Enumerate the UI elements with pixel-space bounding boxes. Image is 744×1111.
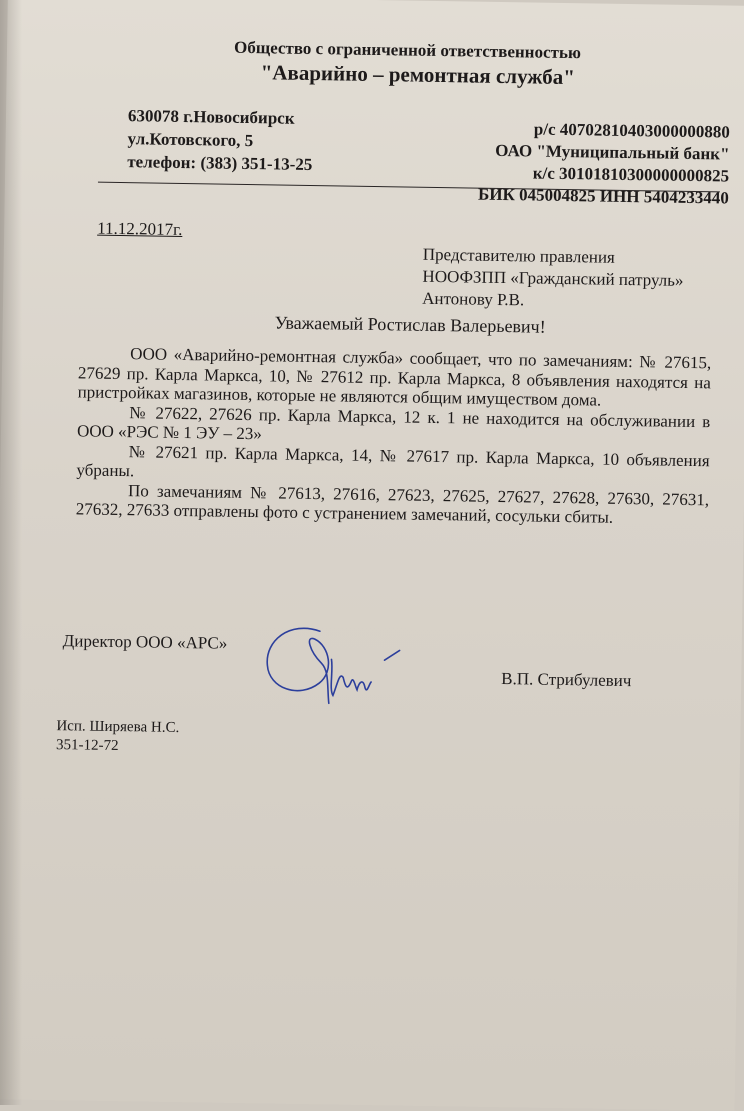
org-name-line1: Общество с ограниченной ответственностью: [233, 37, 582, 63]
org-address: [127, 104, 313, 176]
address-phone: телефон: (383) 351-13-25: [127, 152, 313, 175]
letter-body: [76, 343, 712, 528]
address-city: 630078 г.Новосибирск: [127, 106, 295, 128]
executor-name: Исп. Ширяева Н.С.: [56, 718, 180, 736]
signature-stroke-flick: [384, 650, 399, 660]
signature-stroke-text: [331, 659, 372, 696]
signatory-name: В.П. Стрибулевич: [501, 669, 632, 691]
bank-bik-inn: БИК 045004825 ИНН 5404233440: [477, 184, 729, 208]
bank-name: ОАО "Муниципальный банк": [495, 140, 730, 164]
executor-phone: 351-12-72: [55, 737, 119, 755]
address-street: ул.Котовского, 5: [127, 129, 254, 151]
body-paragraph-3: № 27621 пр. Карла Маркса, 14, № 27617 пр. Карла Маркса, 10 объявления убраны.: [76, 441, 710, 481]
addressee-line2: НООФЗПП «Гражданский патруль»: [422, 266, 684, 290]
photo-edge-shadow: [0, 0, 22, 1105]
addressee-line1: Представителю правления: [422, 244, 615, 267]
body-paragraph-2: № 27622, 27626 пр. Карла Маркса, 12 к. 1 не находится на обслуживании в ООО «РЭС № 1 ЭУ – 23»: [76, 402, 711, 444]
org-name-line2: "Аварийно – ремонтная служба": [260, 60, 576, 90]
bank-corr-account: к/с 30101810300000000825: [532, 163, 730, 186]
body-paragraph-1: ООО «Аварийно-ремонтная служба» сообщает, что по замечаниям: № 27615, 27629 пр. Карла Маркса, 10, № 27612 пр. Карла Маркса, 8 объявления находятся на пристройках магазинов, которые не являются общим имуществом дома.: [77, 344, 712, 410]
bank-account: р/с 40702810403000000880: [533, 119, 730, 142]
executor-block: [56, 717, 179, 757]
greeting: Уважаемый Ростислав Валерьевич!: [274, 312, 546, 337]
signatory-title: Директор ООО «АРС»: [62, 631, 228, 653]
letter-date: 11.12.2017г.: [97, 218, 183, 239]
handwritten-signature: [259, 610, 411, 722]
signature-stroke-loop: [267, 628, 330, 704]
addressee-block: [422, 244, 684, 314]
bank-details: [478, 118, 730, 210]
addressee-line3: Антонову Р.В.: [422, 288, 525, 310]
body-paragraph-4: По замечаниям № 27613, 27616, 27623, 27625, 27627, 27628, 27630, 27631, 27632, 27633 отправлены фото с устранением замечаний, сосульки сбиты.: [75, 480, 710, 527]
